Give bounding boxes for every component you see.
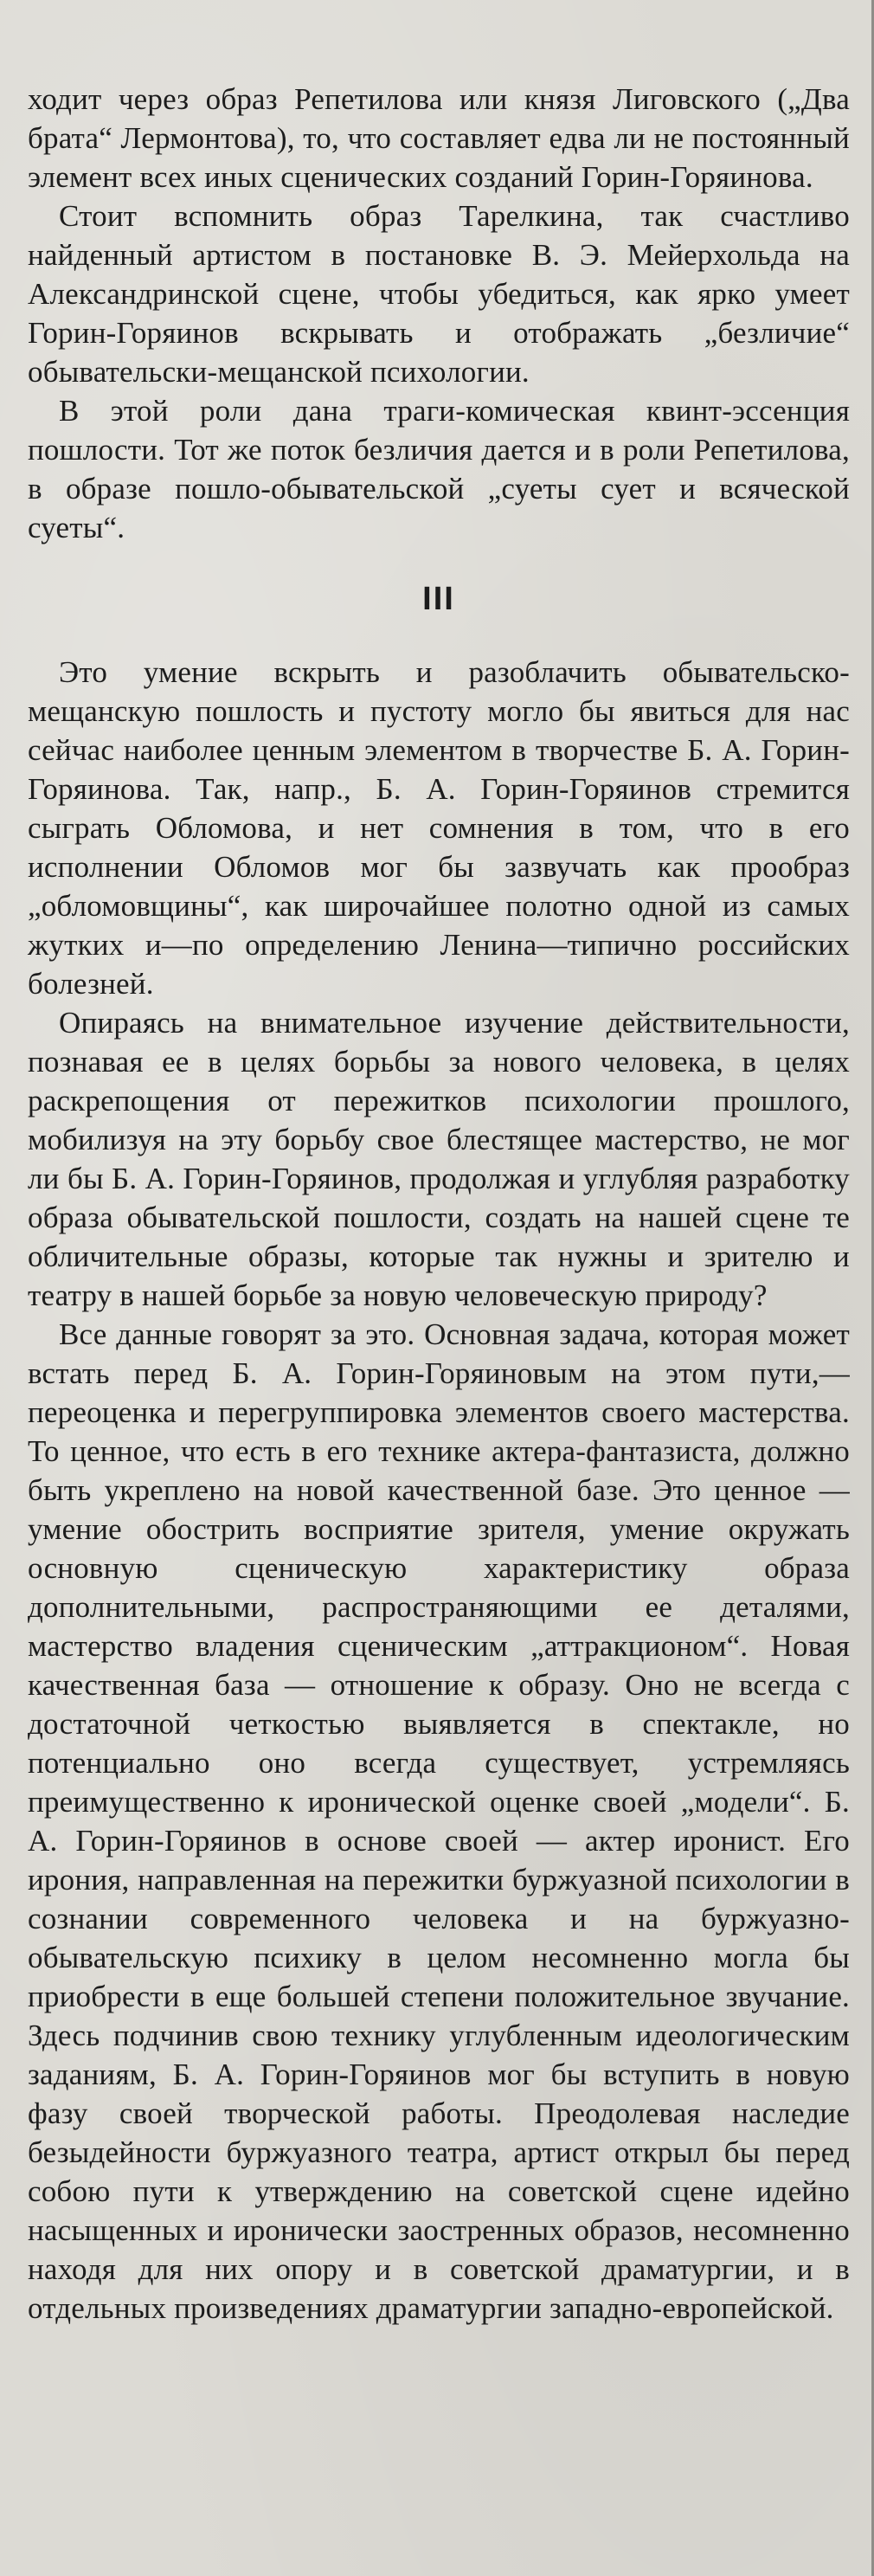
- paragraph-continuation: ходит через образ Репетилова или князя Лиговского („Два брата“ Лермонтова), то, что составляет едва ли не постоянный элемент всех иных сценических созданий Горин-Горяинова.: [28, 82, 850, 194]
- article-column: [28, 80, 850, 2328]
- paragraph-reality: Опираясь на внимательное изучение действительности, познавая ее в целях борьбы за нового человека, в целях раскрепощения от пережитков психологии прошлого, мобилизуя на эту борьбу свое блестящее мастерство, не мог ли бы Б. А. Горин-Горяинов, продолжая и углубляя разработку образа обывательской пошлости, создать на нашей сцене те обличительные образы, которые так нужны и зрителю и театру в нашей борьбе за новую человеческую природу?: [28, 1006, 850, 1312]
- paragraph-quintessence: В этой роли дана траги-комическая квинт-эссенция пошлости. Тот же поток безличия дается и в роли Репетилова, в образе пошло-обывательской „суеты сует и всяческой суеты“.: [28, 394, 850, 544]
- paragraph-tarelkin: Стоит вспомнить образ Тарелкина, так счастливо найденный артистом в постановке В. Э. Мейерхольда на Александринской сцене, чтобы убедиться, как ярко умеет Горин-Горяинов вскрывать и отображать „безличие“ обывательски-мещанской психологии.: [28, 199, 850, 389]
- paragraph-conclusion: Все данные говорят за это. Основная задача, которая может встать перед Б. А. Горин-Горяиновым на этом пути,—переоценка и перегруппировка элементов своего мастерства. То ценное, что есть в его технике актера-фантазиста, должно быть укреплено на новой качественной базе. Это ценное — умение обострить восприятие зрителя, умение окружать основную сценическую характеристику образа дополнительными, распространяющими ее деталями, мастерство владения сценическим „аттракционом“. Новая качественная база — отношение к образу. Оно не всегда с достаточной четкостью выявляется в спектакле, но потенциально оно всегда существует, устремляясь преимущественно к иронической оценке своей „модели“. Б. А. Горин-Горяинов в основе своей — актер иронист. Его ирония, направленная на пережитки буржуазной психологии в сознании современного человека и на буржуазно-обывательскую психику в целом несомненно могла бы приобрести в еще большей степени положительное звучание. Здесь подчинив свою технику углубленным идеологическим заданиям, Б. А. Горин-Горяинов мог бы вступить в новую фазу своей творческой работы. Преодолевая наследие безыдейности буржуазного театра, артист открыл бы перед собою пути к утверждению на советской сцене идейно насыщенных и иронически заостренных образов, несомненно находя для них опору и в советской драматургии, и в отдельных произведениях драматургии западно-европейской.: [28, 1317, 850, 2325]
- paragraph-oblomov: Это умение вскрыть и разоблачить обывательско-мещанскую пошлость и пустоту могло бы явиться для нас сейчас наиболее ценным элементом в творчестве Б. А. Горин-Горяинова. Так, напр., Б. А. Горин-Горяинов стремится сыграть Обломова, и нет сомнения в том, что в его исполнении Обломов мог бы зазвучать как прообраз „обломовщины“, как широчайшее полотно одной из самых жутких и—по определению Ленина—типично российских болезней.: [28, 655, 850, 1001]
- section-number: III: [422, 581, 455, 617]
